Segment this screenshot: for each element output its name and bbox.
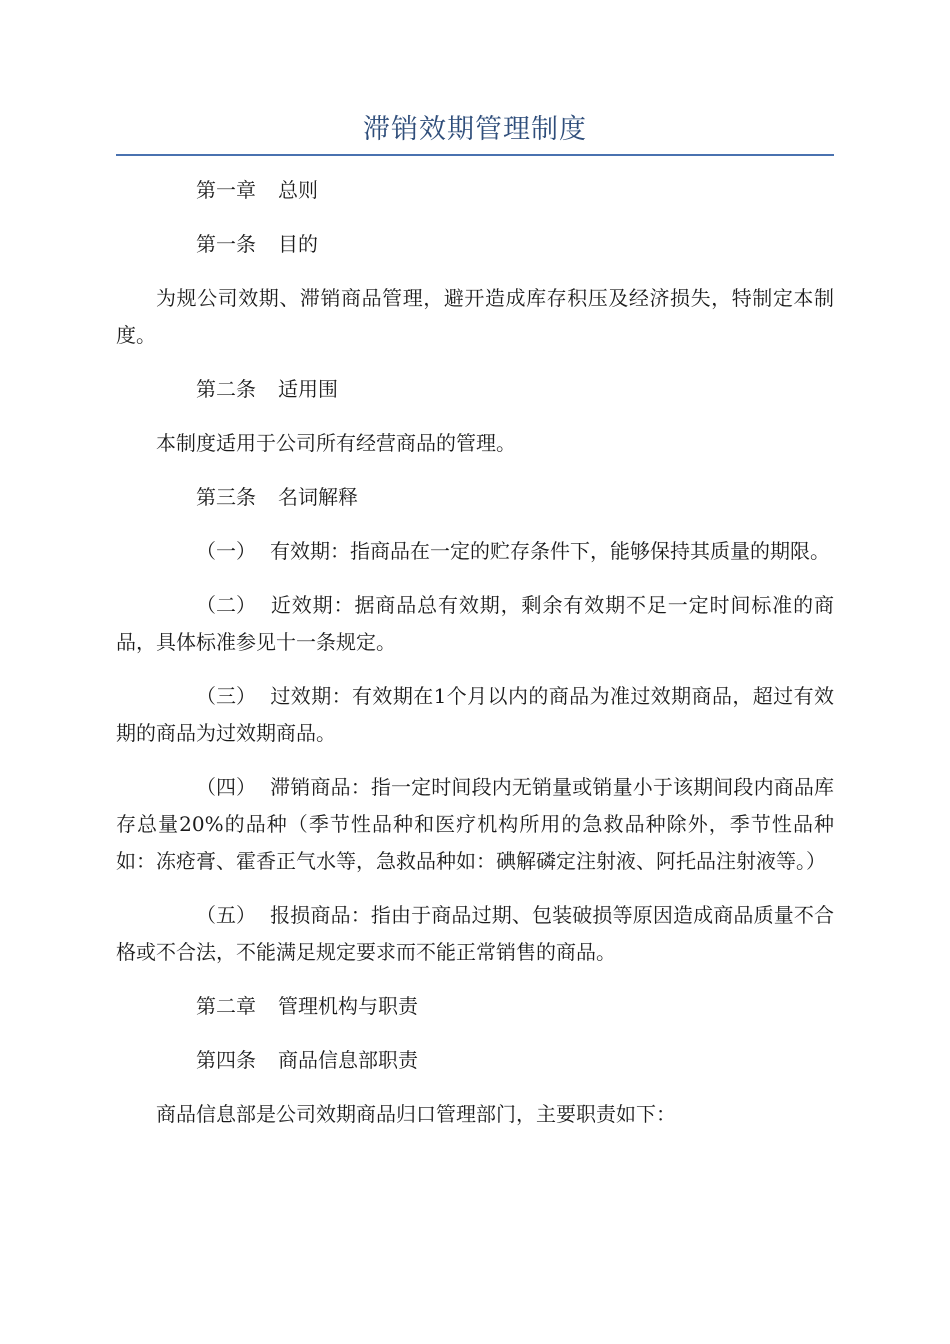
item-number: （四） (196, 775, 256, 799)
definition-item (116, 533, 834, 570)
definition-item (116, 897, 834, 971)
document-body (116, 172, 834, 1150)
article-title: 适用围 (278, 377, 338, 401)
article-heading (116, 479, 834, 516)
article-heading (116, 371, 834, 408)
article-title: 商品信息部职责 (278, 1048, 418, 1072)
article-heading (116, 1042, 834, 1079)
article-title: 目的 (278, 232, 318, 256)
item-number: （三） (196, 684, 256, 708)
item-text: 有效期：指商品在一定的贮存条件下，能够保持其质量的期限。 (270, 539, 830, 563)
document-title: 滞销效期管理制度 (363, 114, 587, 145)
chapter-title: 管理机构与职责 (278, 994, 418, 1018)
paragraph: 为规公司效期、滞销商品管理，避开造成库存积压及经济损失，特制定本制度。 (116, 286, 834, 347)
definition-item (116, 587, 834, 661)
article-number: 第一条 (196, 232, 256, 256)
item-text: 过效期：有效期在1个月以内的商品为准过效期商品，超过有效期的商品为过效期商品。 (116, 684, 834, 745)
paragraph: 本制度适用于公司所有经营商品的管理。 (156, 431, 516, 455)
article-heading (116, 226, 834, 263)
item-number: （二） (196, 593, 256, 617)
chapter-heading (116, 988, 834, 1025)
item-number: （一） (196, 539, 256, 563)
chapter-number: 第二章 (196, 994, 256, 1018)
article-title: 名词解释 (278, 485, 358, 509)
item-text: 报损商品：指由于商品过期、包装破损等原因造成商品质量不合格或不合法，不能满足规定要求而不能正常销售的商品。 (116, 903, 834, 964)
paragraph: 商品信息部是公司效期商品归口管理部门，主要职责如下： (156, 1102, 676, 1126)
item-text: 近效期：据商品总有效期，剩余有效期不足一定时间标准的商品，具体标准参见十一条规定。 (116, 593, 834, 654)
article-number: 第二条 (196, 377, 256, 401)
article-number: 第四条 (196, 1048, 256, 1072)
item-text: 滞销商品：指一定时间段内无销量或销量小于该期间段内商品库存总量20%的品种（季节性品种和医疗机构所用的急救品种除外，季节性品种如：冻疮膏、霍香正气水等，急救品种如：碘解磷定注射液、阿托品注射液等。） (116, 775, 834, 873)
chapter-heading (116, 172, 834, 209)
chapter-number: 第一章 (196, 178, 256, 202)
definition-item (116, 678, 834, 752)
article-number: 第三条 (196, 485, 256, 509)
title-underline (116, 154, 834, 156)
chapter-title: 总则 (278, 178, 318, 202)
item-number: （五） (196, 903, 256, 927)
definition-item (116, 769, 834, 880)
